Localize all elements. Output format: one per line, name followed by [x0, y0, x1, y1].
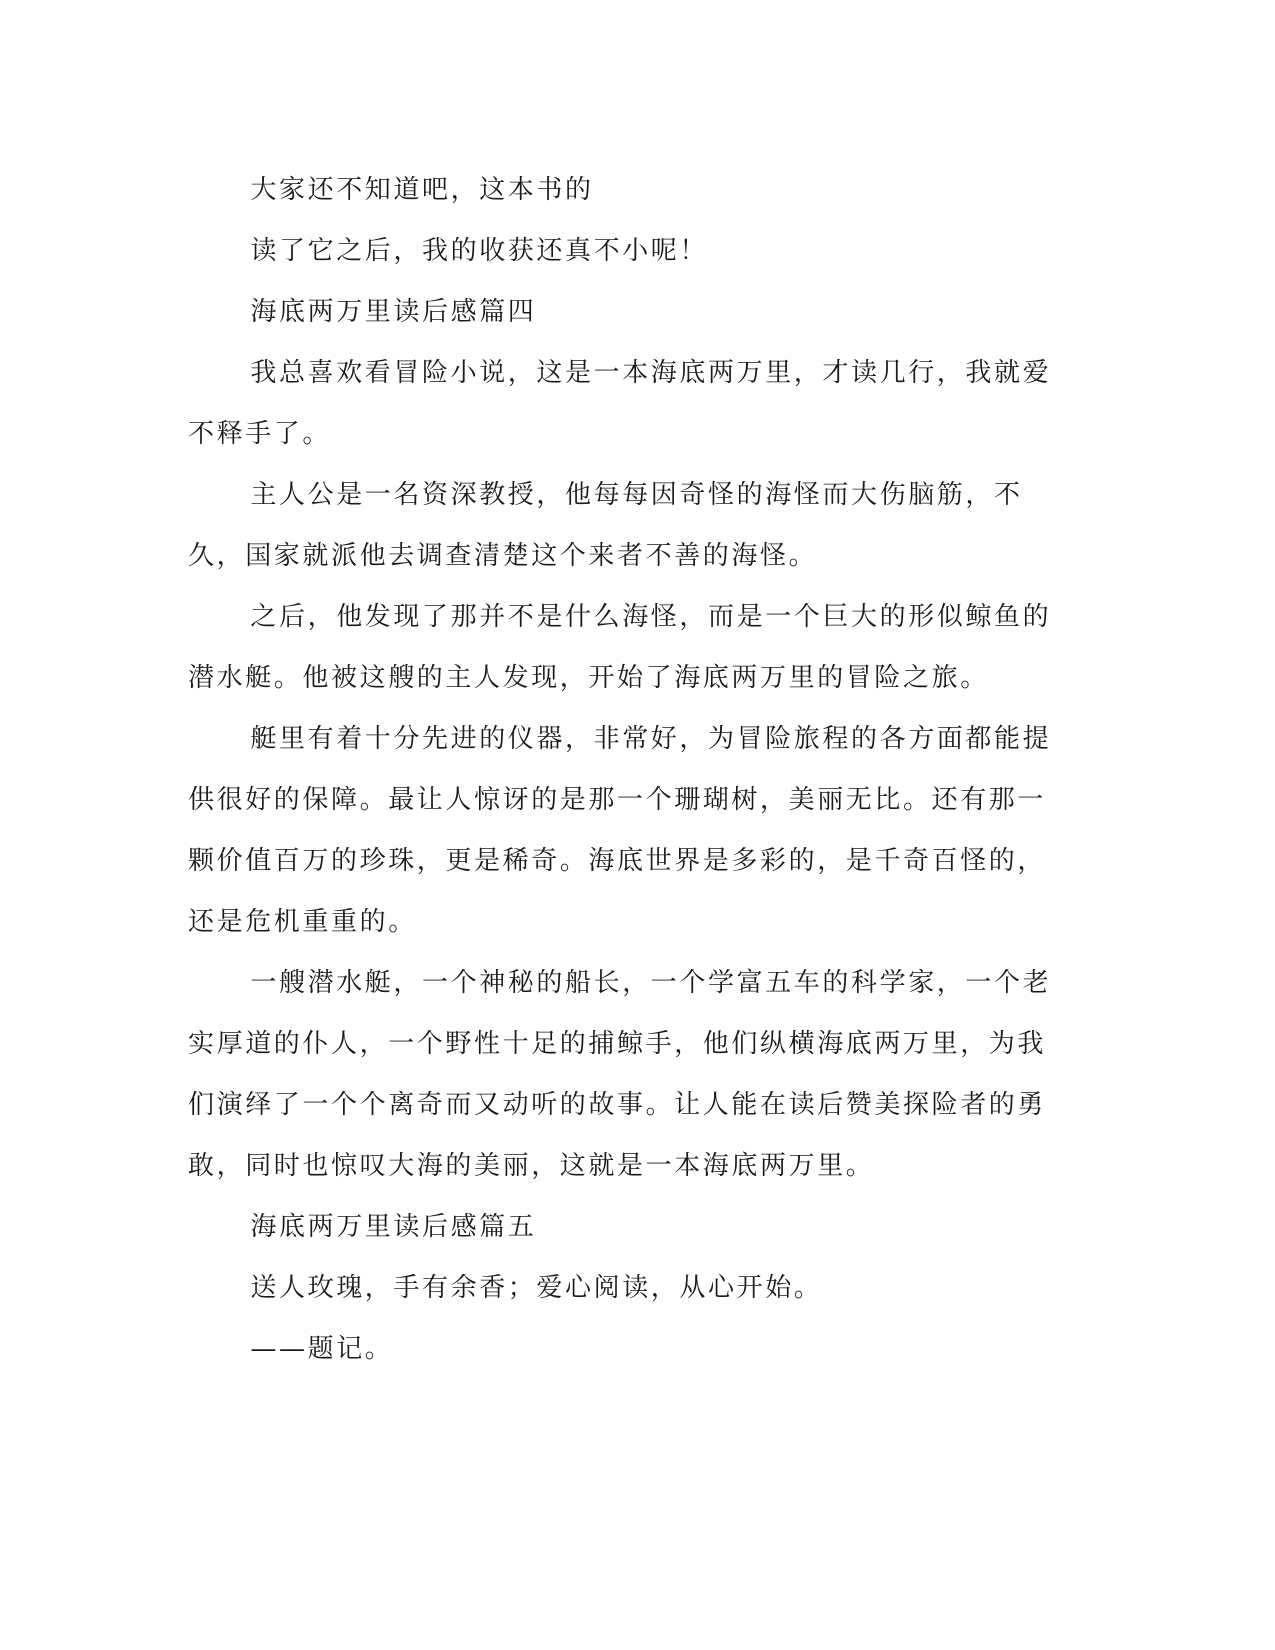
section-heading-4: 海底两万里读后感篇四: [250, 297, 537, 327]
paragraph-5: 之后，他发现了那并不是什么海怪，而是一个巨大的形似鲸鱼的潜水艇。他被这艘的主人发现，开始了海底两万里的冒险之旅。: [188, 602, 1052, 693]
paragraph-1: 大家还不知道吧，这本书的: [250, 175, 594, 205]
paragraph-6: 艇里有着十分先进的仪器，非常好，为冒险旅程的各方面都能提供很好的保障。最让人惊讶的是那一个珊瑚树，美丽无比。还有那一颗价值百万的珍珠，更是稀奇。海底世界是多彩的，是千奇百怪的，还是危机重重的。: [188, 724, 1052, 937]
paragraph-7: 一艘潜水艇，一个神秘的船长，一个学富五车的科学家，一个老实厚道的仆人，一个野性十足的捕鲸手，他们纵横海底两万里，为我们演绎了一个个离奇而又动听的故事。让人能在读后赞美探险者的勇敢，同时也惊叹大海的美丽，这就是一本海底两万里。: [188, 968, 1052, 1181]
paragraph-8: 送人玫瑰，手有余香；爱心阅读，从心开始。: [250, 1273, 823, 1303]
document-body: [188, 160, 1068, 1380]
epigraph-note: ——题记。: [250, 1334, 394, 1364]
section-heading-5: 海底两万里读后感篇五: [250, 1212, 537, 1242]
paragraph-3: 我总喜欢看冒险小说，这是一本海底两万里，才读几行，我就爱不释手了。: [188, 358, 1052, 449]
paragraph-2: 读了它之后，我的收获还真不小呢！: [250, 236, 708, 266]
paragraph-4: 主人公是一名资深教授，他每每因奇怪的海怪而大伤脑筋，不久，国家就派他去调查清楚这个来者不善的海怪。: [188, 480, 1023, 571]
